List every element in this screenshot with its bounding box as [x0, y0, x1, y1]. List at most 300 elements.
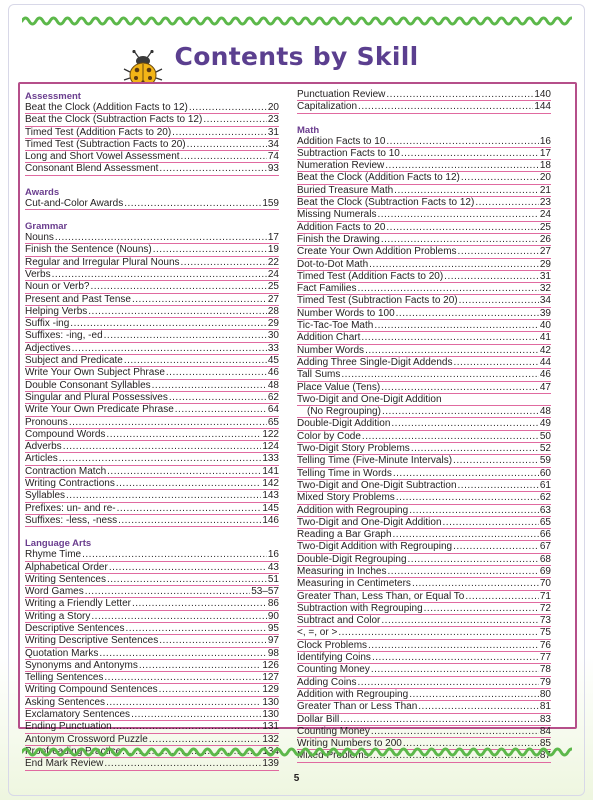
entry-title: Subtract and Color — [297, 615, 381, 627]
entry-page: 98 — [267, 647, 279, 659]
toc-entry[interactable] — [25, 660, 279, 672]
entry-page: 62 — [267, 391, 279, 403]
entry-title: Identifying Coins — [297, 652, 371, 664]
toc-entry[interactable] — [25, 441, 279, 453]
section — [25, 219, 279, 527]
entry-page: 32 — [539, 283, 551, 295]
toc-entry[interactable] — [25, 574, 279, 586]
toc-entry[interactable] — [297, 664, 551, 676]
entry-title: Writing a Story — [25, 610, 91, 622]
entry-page: 26 — [539, 233, 551, 245]
toc-entry[interactable] — [297, 382, 551, 394]
toc-entry[interactable] — [25, 672, 279, 684]
entry-page: 24 — [539, 209, 551, 221]
toc-entry[interactable] — [25, 648, 279, 660]
entry-page: 19 — [267, 244, 279, 256]
dot-leader — [118, 515, 261, 526]
toc-entry[interactable] — [297, 209, 551, 221]
entry-page: 17 — [267, 232, 279, 244]
entry-title: Subject and Predicate — [25, 355, 123, 367]
entry-page: 90 — [267, 610, 279, 622]
toc-entry[interactable] — [25, 635, 279, 647]
dot-leader — [63, 441, 262, 452]
toc-entry[interactable] — [297, 185, 551, 197]
dot-leader — [459, 295, 539, 306]
entry-page: 60 — [539, 467, 551, 479]
entry-page: 53–57 — [251, 586, 279, 598]
toc-entry[interactable] — [297, 345, 551, 357]
dot-leader — [66, 490, 261, 501]
entry-title: Alphabetical Order — [25, 561, 108, 573]
entry-page: 41 — [539, 332, 551, 344]
entry-title: Write Your Own Subject Phrase — [25, 367, 165, 379]
entry-page: 97 — [267, 635, 279, 647]
dot-leader — [99, 648, 267, 659]
dot-leader — [187, 139, 267, 150]
toc-entry[interactable] — [297, 627, 551, 639]
entry-page: 141 — [262, 465, 279, 477]
toc-entry[interactable] — [297, 455, 551, 467]
toc-entry[interactable] — [297, 517, 551, 529]
dot-leader — [104, 758, 261, 769]
toc-entry[interactable] — [297, 369, 551, 381]
entry-page: 132 — [262, 733, 279, 745]
entry-page: 46 — [539, 369, 551, 381]
toc-entry[interactable] — [25, 355, 279, 367]
entry-page: 126 — [262, 659, 279, 671]
wave-divider-icon — [22, 745, 572, 762]
dot-leader — [369, 259, 539, 270]
toc-entry[interactable] — [25, 478, 279, 490]
toc-entry[interactable] — [297, 308, 551, 320]
toc-entry[interactable] — [297, 406, 551, 418]
entry-page: 77 — [539, 652, 551, 664]
entry-page: 31 — [267, 126, 279, 138]
entry-title: Double-Digit Regrouping — [297, 553, 407, 565]
dot-leader — [55, 232, 267, 243]
entry-title: Finish the Drawing — [297, 233, 380, 245]
toc-entry[interactable] — [297, 677, 551, 689]
dot-leader — [465, 591, 539, 602]
toc-entry[interactable] — [25, 466, 279, 478]
dot-leader — [117, 503, 262, 514]
toc-entry[interactable] — [25, 721, 279, 733]
dot-leader — [418, 701, 539, 712]
entry-title: Rhyme Time — [25, 549, 82, 561]
dot-leader — [412, 578, 539, 589]
toc-entry[interactable] — [25, 586, 279, 598]
entry-page: 45 — [267, 355, 279, 367]
toc-entry[interactable] — [25, 429, 279, 441]
entry-title: Color by Code — [297, 430, 361, 442]
entry-title: Adding Three Single-Digit Addends — [297, 356, 453, 368]
entry-page: 124 — [262, 441, 279, 453]
dot-leader — [104, 330, 267, 341]
entry-page: 50 — [539, 430, 551, 442]
toc-entry[interactable] — [297, 246, 551, 258]
entry-title: Compound Words — [25, 428, 106, 440]
entry-title: Helping Verbs — [25, 305, 88, 317]
entry-title: Number Words — [297, 344, 365, 356]
dot-leader — [126, 623, 267, 634]
entry-title: Contraction Match — [25, 465, 107, 477]
entry-page: 144 — [534, 101, 551, 113]
entry-page: 52 — [539, 443, 551, 455]
entry-page: 122 — [262, 428, 279, 440]
entry-title: Missing Numerals — [297, 209, 377, 221]
toc-entry[interactable] — [25, 404, 279, 416]
toc-entry[interactable] — [297, 578, 551, 590]
entry-title: Telling Time in Words — [297, 467, 392, 479]
dot-leader — [396, 492, 539, 503]
right-column — [297, 89, 551, 763]
toc-entry[interactable] — [297, 554, 551, 566]
entry-page: 130 — [262, 696, 279, 708]
entry-page: 65 — [539, 516, 551, 528]
entry-title: Measuring in Centimeters — [297, 578, 411, 590]
toc-entry[interactable] — [25, 611, 279, 623]
toc-entry[interactable] — [25, 114, 279, 126]
toc-entry[interactable] — [25, 232, 279, 244]
dot-leader — [453, 541, 539, 552]
entry-page: 139 — [262, 758, 279, 770]
entry-title: Timed Test (Subtraction Facts to 20) — [297, 295, 458, 307]
dot-leader — [131, 709, 261, 720]
toc-entry[interactable] — [25, 503, 279, 515]
dot-leader — [372, 652, 539, 663]
dot-leader — [159, 635, 267, 646]
entry-title: Dot-to-Dot Math — [297, 258, 369, 270]
entry-title: Number Words to 100 — [297, 307, 395, 319]
toc-entry[interactable] — [297, 431, 551, 443]
dot-leader — [396, 308, 539, 319]
dot-leader — [382, 406, 539, 417]
entry-title: Asking Sentences — [25, 696, 106, 708]
dot-leader — [169, 392, 267, 403]
entry-page: 95 — [267, 622, 279, 634]
entry-page: 85 — [539, 738, 551, 750]
dot-leader — [159, 684, 262, 695]
toc-entry[interactable] — [25, 151, 279, 163]
entry-title: Descriptive Sentences — [25, 622, 125, 634]
toc-entry[interactable] — [297, 259, 551, 271]
section — [25, 89, 279, 176]
entry-page: 44 — [539, 356, 551, 368]
entry-page: 61 — [539, 479, 551, 491]
dot-leader — [461, 172, 539, 183]
toc-entry[interactable] — [25, 598, 279, 610]
dot-leader — [357, 677, 538, 688]
dot-leader — [409, 689, 539, 700]
entry-title: Double Consonant Syllables — [25, 379, 151, 391]
toc-entry[interactable] — [297, 480, 551, 492]
entry-page: 143 — [262, 490, 279, 502]
entry-title: Counting Money — [297, 725, 370, 737]
entry-page: 79 — [539, 676, 551, 688]
toc-entry[interactable] — [297, 505, 551, 517]
toc-entry[interactable] — [25, 684, 279, 696]
dot-leader — [172, 127, 267, 138]
entry-page: 46 — [267, 367, 279, 379]
entry-page: 63 — [539, 504, 551, 516]
dot-leader — [393, 529, 539, 540]
entry-page: 30 — [267, 330, 279, 342]
toc-entry[interactable] — [25, 127, 279, 139]
toc-entry[interactable] — [297, 492, 551, 504]
entry-page: 42 — [539, 344, 551, 356]
entry-page: 59 — [539, 455, 551, 467]
dot-leader — [91, 281, 267, 292]
toc-entry[interactable] — [25, 709, 279, 721]
entry-title: Nouns — [25, 232, 54, 244]
toc-entry[interactable] — [297, 357, 551, 369]
toc-entry[interactable] — [25, 623, 279, 635]
entry-page: 159 — [262, 197, 279, 209]
toc-entry[interactable] — [297, 468, 551, 480]
dot-leader — [132, 294, 267, 305]
toc-entry[interactable] — [297, 332, 551, 344]
dot-leader — [371, 664, 539, 675]
toc-entry[interactable] — [25, 417, 279, 429]
entry-page: 51 — [267, 573, 279, 585]
dot-leader — [116, 478, 261, 489]
entry-page: 24 — [267, 268, 279, 280]
entry-title: Capitalization — [297, 101, 358, 113]
entry-page: 133 — [262, 453, 279, 465]
page-title: Contents by Skill — [174, 42, 419, 71]
entry-title: Addition Facts to 10 — [297, 135, 386, 147]
dot-leader — [107, 574, 267, 585]
entry-page: 130 — [262, 709, 279, 721]
entry-title: Ending Punctuation — [25, 721, 112, 733]
toc-entry[interactable] — [297, 394, 551, 406]
dot-leader — [391, 418, 538, 429]
toc-entry[interactable] — [297, 283, 551, 295]
toc-entry[interactable] — [25, 294, 279, 306]
toc-entry[interactable] — [297, 640, 551, 652]
dot-leader — [381, 615, 538, 626]
entry-page: 65 — [267, 416, 279, 428]
entry-page: 83 — [539, 713, 551, 725]
dot-leader — [338, 627, 539, 638]
entry-page: 68 — [539, 553, 551, 565]
toc-entry[interactable] — [297, 160, 551, 172]
toc-entry[interactable] — [25, 330, 279, 342]
entry-title: Adding Coins — [297, 676, 357, 688]
entry-title: Timed Test (Subtraction Facts to 20) — [25, 138, 186, 150]
entry-page: 145 — [262, 502, 279, 514]
entry-title: Measuring in Inches — [297, 565, 387, 577]
entry-title: Writing Contractions — [25, 478, 115, 490]
entry-title: Word Games — [25, 586, 84, 598]
dot-leader — [385, 160, 539, 171]
toc-entry[interactable] — [25, 453, 279, 465]
dot-leader — [386, 222, 538, 233]
entry-title: Writing Descriptive Sentences — [25, 635, 159, 647]
entry-title: Cut-and-Color Awards — [25, 197, 124, 209]
toc-entry[interactable] — [25, 163, 279, 175]
toc-entry[interactable] — [297, 541, 551, 553]
entry-page: 64 — [267, 404, 279, 416]
entry-page: 49 — [539, 418, 551, 430]
dot-leader — [381, 234, 539, 245]
entry-title: Present and Past Tense — [25, 293, 131, 305]
toc-entry[interactable] — [297, 566, 551, 578]
entry-title: <, =, or > — [297, 627, 338, 639]
dot-leader — [340, 714, 539, 725]
toc-entry[interactable] — [297, 271, 551, 283]
entry-page: 31 — [539, 270, 551, 282]
toc-entry[interactable] — [297, 295, 551, 307]
entry-title: Reading a Bar Graph — [297, 529, 392, 541]
toc-entry[interactable] — [25, 392, 279, 404]
toc-entry[interactable] — [297, 701, 551, 713]
entry-title: Noun or Verb? — [25, 281, 90, 293]
entry-page: 29 — [267, 318, 279, 330]
dot-leader — [424, 603, 539, 614]
toc-entry[interactable] — [297, 714, 551, 726]
entry-title: Pronouns — [25, 416, 68, 428]
dot-leader — [149, 734, 261, 745]
entry-title: Verbs — [25, 268, 51, 280]
entry-title: Write Your Own Predicate Phrase — [25, 404, 174, 416]
toc-entry[interactable] — [297, 652, 551, 664]
toc-entry[interactable] — [25, 758, 279, 770]
page-number: 5 — [293, 773, 300, 784]
dot-leader — [371, 726, 539, 737]
toc-entry[interactable] — [25, 562, 279, 574]
entry-title: Punctuation Review — [297, 89, 386, 100]
entry-page: 28 — [267, 305, 279, 317]
toc-entry[interactable] — [297, 418, 551, 430]
dot-leader — [365, 345, 539, 356]
toc-entry[interactable] — [25, 318, 279, 330]
entry-title: Subtraction with Regrouping — [297, 602, 423, 614]
toc-entry[interactable] — [297, 320, 551, 332]
entry-page: 33 — [267, 342, 279, 354]
entry-page: 129 — [262, 684, 279, 696]
dot-leader — [124, 355, 267, 366]
section-heading: Grammar — [25, 221, 68, 233]
toc-entry[interactable] — [297, 234, 551, 246]
toc-entry[interactable] — [297, 89, 551, 101]
entry-title: Double-Digit Addition — [297, 418, 391, 430]
entry-page: 40 — [539, 320, 551, 332]
section-heading: Awards — [25, 186, 60, 198]
dot-leader — [453, 455, 539, 466]
entry-page: 74 — [267, 151, 279, 163]
toc-entry[interactable] — [25, 244, 279, 256]
toc-entry[interactable] — [25, 343, 279, 355]
entry-page: 131 — [262, 721, 279, 733]
entry-page: 16 — [539, 135, 551, 147]
toc-entry[interactable] — [297, 726, 551, 738]
dot-leader — [153, 244, 267, 255]
entry-page: 48 — [539, 406, 551, 418]
toc-entry[interactable] — [25, 490, 279, 502]
toc-entry[interactable] — [25, 697, 279, 709]
entry-title: Quotation Marks — [25, 647, 99, 659]
toc-entry[interactable] — [25, 549, 279, 561]
entry-title: Tic-Tac-Toe Math — [297, 320, 374, 332]
entry-page: 48 — [267, 379, 279, 391]
entry-page: 73 — [539, 615, 551, 627]
dot-leader — [394, 185, 539, 196]
entry-title: Mixed Problems — [297, 750, 369, 762]
toc-entry[interactable] — [25, 102, 279, 114]
entry-page: 34 — [539, 295, 551, 307]
toc-entry[interactable] — [297, 529, 551, 541]
toc-entry[interactable] — [297, 222, 551, 234]
toc-entry[interactable] — [297, 603, 551, 615]
toc-entry[interactable] — [297, 689, 551, 701]
entry-title: Writing Numbers to 200 — [297, 738, 402, 750]
entry-page: 71 — [539, 590, 551, 602]
entry-page: 23 — [267, 114, 279, 126]
dot-leader — [152, 380, 267, 391]
entry-page: 43 — [267, 561, 279, 573]
toc-entry[interactable] — [297, 101, 551, 113]
dot-leader — [458, 246, 539, 257]
entry-page: 75 — [539, 627, 551, 639]
entry-page: 66 — [539, 529, 551, 541]
dot-leader — [358, 101, 533, 112]
toc-entry[interactable] — [25, 198, 279, 210]
toc-entry[interactable] — [25, 367, 279, 379]
entry-title: Telling Sentences — [25, 672, 104, 684]
dot-leader — [362, 431, 539, 442]
dot-leader — [69, 417, 267, 428]
toc-entry[interactable] — [297, 197, 551, 209]
dot-leader — [85, 586, 250, 597]
entry-title: (No Regrouping) — [307, 406, 381, 418]
toc-entry[interactable] — [297, 591, 551, 603]
entry-page: 20 — [267, 102, 279, 113]
dot-leader — [106, 697, 261, 708]
toc-entry[interactable] — [297, 615, 551, 627]
toc-entry[interactable] — [297, 136, 551, 148]
entry-title: Two-Digit and One-Digit Subtraction — [297, 479, 457, 491]
entry-page: 80 — [539, 688, 551, 700]
toc-entry[interactable] — [25, 306, 279, 318]
entry-title: Place Value (Tens) — [297, 381, 381, 393]
entry-page: 142 — [262, 478, 279, 490]
dot-leader — [203, 114, 267, 125]
toc-entry[interactable] — [297, 443, 551, 455]
dot-leader — [91, 611, 266, 622]
dot-leader — [357, 283, 538, 294]
toc-entry[interactable] — [25, 139, 279, 151]
entry-title: Regular and Irregular Plural Nouns — [25, 256, 180, 268]
toc-entry[interactable] — [25, 257, 279, 269]
dot-leader — [368, 640, 539, 651]
entry-page: 27 — [539, 246, 551, 258]
section — [297, 89, 551, 114]
entry-title: Writing a Friendly Letter — [25, 598, 131, 610]
toc-entry[interactable] — [25, 281, 279, 293]
entry-page: 87 — [539, 750, 551, 762]
section — [25, 536, 279, 770]
toc-entry[interactable] — [25, 269, 279, 281]
dot-leader — [361, 332, 539, 343]
toc-entry[interactable] — [297, 172, 551, 184]
toc-entry[interactable] — [297, 148, 551, 160]
toc-entry[interactable] — [25, 515, 279, 527]
entry-title: Numeration Review — [297, 160, 385, 172]
dot-leader — [475, 197, 539, 208]
entry-page: 67 — [539, 541, 551, 553]
toc-entry[interactable] — [25, 380, 279, 392]
